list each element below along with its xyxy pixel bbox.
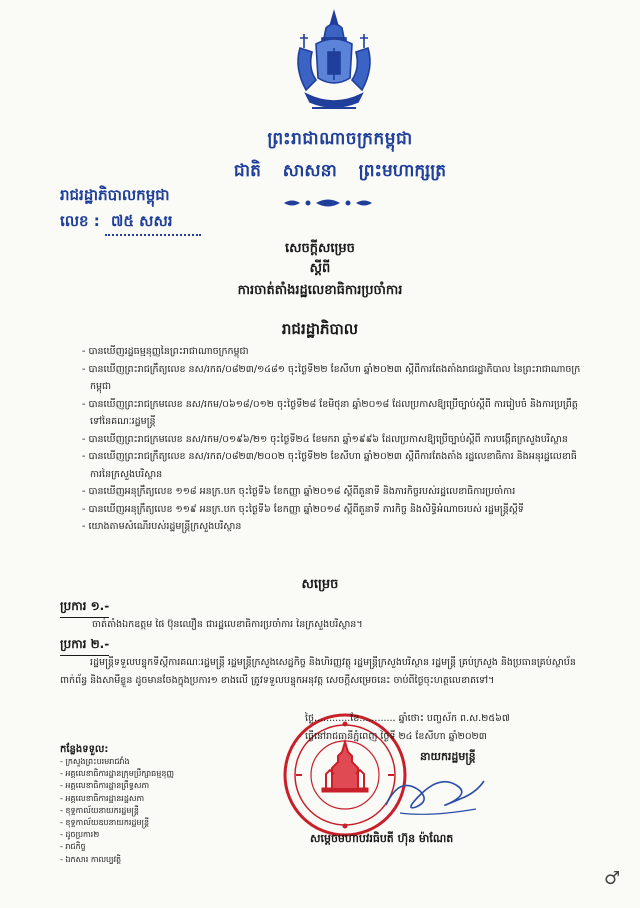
recipient-item: - ខុទ្ទកាល័យឧបនាយករដ្ឋមន្ត្រី (60, 818, 150, 828)
recipient-item: - រាជកិច្ច (60, 842, 86, 852)
article-2-label: ប្រការ ២.- (60, 636, 109, 656)
article-1-label: ប្រការ ១.- (60, 598, 109, 618)
signatory-title: នាយករដ្ឋមន្ត្រី (420, 750, 476, 763)
divider-ornament (282, 196, 374, 210)
preamble-clauses (82, 343, 582, 536)
recipients-heading: កន្លែងទទួល: (60, 744, 109, 755)
recipient-item: - ខុទ្ទកាល័យនាយករដ្ឋមន្ត្រី (60, 805, 139, 815)
recipients-list (60, 756, 174, 866)
recipient-item: - ដូចប្រការ២ (60, 830, 100, 840)
recipient-item: - អគ្គលេខាធិការដ្ឋានក្រុមប្រឹក្សាធម្មនុញ្ញ (60, 769, 175, 779)
lunar-date: ថ្ងៃ............ខែ............ ឆ្នាំថោះ បញ្ចស័ក ព.ស.២៥៦៧ (305, 713, 510, 724)
signatory-name: សម្តេចមហាបវរធិបតី ហ៊ុន ម៉ាណែត (310, 832, 454, 845)
kingdom-title: ព្រះរាជាណាចក្រកម្ពុជា (267, 129, 413, 149)
royal-arms-emblem (286, 8, 382, 120)
clause-item: - បានឃើញព្រះរាជក្រមលេខ នស/រកម/០៦១៨/០១២ ចុះថ្ងៃទី២៨ ខែមិថុនា ឆ្នាំ២០១៨ ដែលប្រកាសឱ្យប្រើច្បាប់ស្តីពី ការរៀបចំ និងការប្រព្រឹត្តទៅនៃគណៈរដ្ឋមន្ត្រី (82, 398, 578, 427)
reference-label: លេខ : (60, 212, 100, 230)
issuing-authority: រាជរដ្ឋាភិបាលកម្ពុជា (60, 186, 170, 204)
clause-item: - បានឃើញអនុក្រឹត្យលេខ ១១៩ អនក្រ.បក ចុះថ្ងៃទី៦ ខែកញ្ញា ឆ្នាំ២០១៨ ស្តីពីតួនាទី ភារកិច្ច និងសិទ្ធិអំណាចរបស់ រដ្ឋមន្ត្រីស្តីទី (82, 503, 524, 515)
reference-number (60, 212, 201, 236)
article-1-text: ចាត់តាំងឯកឧត្តម ផៃ ប៊ុនឈឿន ជារដ្ឋលេខាធិការប្រចាំការ នៃក្រសួងបរិស្ថាន។ (92, 619, 363, 630)
corner-mark-icon: ♂ (604, 868, 621, 889)
national-motto: ជាតិ សាសនា ព្រះមហាក្សត្រ (233, 161, 447, 181)
clause-item: - បានឃើញព្រះរាជក្រឹត្យលេខ នស/រកត/០៨២៣/២០០២ ចុះថ្ងៃទី២២ ខែសីហា ឆ្នាំ២០២៣ ស្តីពីការតែងតាំង រដ្ឋលេខាធិការ និងអនុរដ្ឋលេខាធិការនៃក្រសួងបរិស្ថាន (82, 451, 577, 480)
article-2-text: រដ្ឋមន្ត្រីទទួលបន្ទុកទីស្តីការគណៈរដ្ឋមន្ត្រី រដ្ឋមន្ត្រីក្រសួងសេដ្ឋកិច្ច និងហិរញ្ញវត្ថុ រដ្ឋមន្ត្រីក្រសួងបរិស្ថាន រដ្ឋមន្ត្រី គ្រប់ក្រសួង និងប្រធានគ្រប់ស្ថាប័នពាក់ព័ន្ធ និងសាមីខ្លួន ដូចមានចែងក្នុងប្រការ១ ខាងលើ ត្រូវទទួលបន្ទុកអនុវត្ត សេចក្តីសម្រេចនេះ ចាប់ពីថ្ងៃចុះហត្ថលេខាតទៅ។ (60, 657, 576, 686)
reference-value: ៧៥ សសរ (105, 212, 201, 236)
decision-about: ស្តីពី (309, 261, 331, 276)
clause-item: - បានឃើញព្រះរាជក្រមលេខ នស/រកម/០១៩៦/២១ ចុះថ្ងៃទី២៤ ខែមករា ឆ្នាំ១៩៩៦ ដែលប្រកាសឱ្យប្រើច្បាប់ស្តីពី ការបង្កើតក្រសួងបរិស្ថាន (82, 433, 568, 445)
decides-heading: សម្រេច (301, 577, 339, 592)
clause-item: - បានឃើញរដ្ឋធម្មនុញ្ញនៃព្រះរាជាណាចក្រកម្ពុជា (82, 346, 249, 357)
recipient-item: - ក្រសួងព្រះបរមរាជវាំង (60, 757, 130, 766)
decision-title: សេចក្តីសម្រេច (285, 241, 355, 256)
solar-date: ធ្វើនៅរាជធានីភ្នំពេញ ថ្ងៃទី ២៤ ខែសីហា ឆ្នាំ២០២៣ (305, 731, 487, 742)
recipient-item: - អគ្គលេខាធិការដ្ឋានរដ្ឋសភា (60, 793, 145, 803)
decision-subject: ការចាត់តាំងរដ្ឋលេខាធិការប្រចាំការ (237, 283, 403, 298)
handwritten-signature (380, 755, 490, 825)
recipient-item: - ឯកសារ កាលប្បវត្តិ (60, 854, 122, 864)
government-heading: រាជរដ្ឋាភិបាល (281, 320, 359, 338)
clause-item: - បានឃើញអនុក្រឹត្យលេខ ១១៨ អនក្រ.បក ចុះថ្ងៃទី៦ ខែកញ្ញា ឆ្នាំ២០១៨ ស្តីពីតួនាទី និងភារកិច្ចរបស់រដ្ឋលេខាធិការប្រចាំការ (82, 486, 516, 497)
clause-item: - យោងតាមសំណើរបស់រដ្ឋមន្ត្រីក្រសួងបរិស្ថាន (82, 521, 242, 532)
clause-item: - បានឃើញព្រះរាជក្រឹត្យលេខ នស/រកត/០៨២៣/១៤៨១ ចុះថ្ងៃទី២២ ខែសីហា ឆ្នាំ២០២៣ ស្តីពីការតែងតាំងរាជរដ្ឋាភិបាល នៃព្រះរាជាណាចក្រកម្ពុជា (82, 363, 581, 392)
recipient-item: - អគ្គលេខាធិការដ្ឋានព្រឹទ្ធសភា (60, 781, 150, 791)
